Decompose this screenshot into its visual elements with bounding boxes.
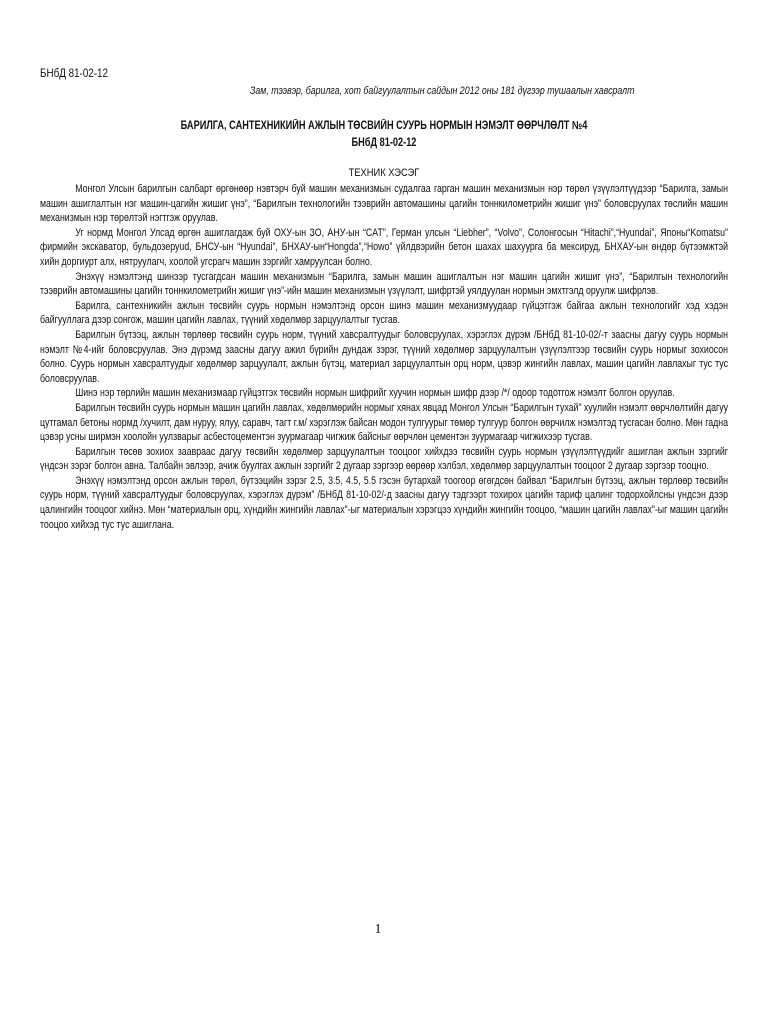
- paragraph: Барилгын төсвийн суурь нормын машин цагийн лавлах, хөдөлмөрийн нормыг хянах явцад Монгол Улсын “Барилгын тухай” хуулийн нэмэлт өөрчлөлтийн дагуу цутгамал бетоны нормд /хучилт, дам нуруу, ялуу, саравч, тагт г.м/ хэрэглэж байсан модон тулгуурыг төмөр тулгуур болгон өөрчилж нэмэлтэд тусгасан болно. Мөн гадна цэвэр усны ширмэн хоолойн уулзварыг асбестоцементэн зуурмагаар чигжиж байсныг өөрчлөн цементэн зуурмагаар чигжихээр тусгав.: [40, 401, 728, 444]
- document-code: БНбД 81-02-12: [40, 66, 108, 80]
- paragraph: Барилга, сантехникийн ажлын төсвийн суурь нормын нэмэлтэнд орсон шинэ машин механизмуудаар гүйцэтгэж байгаа ажлын технологийг хэд хэдэн байгууллага дээр сонгож, машин цагийн лавлах, түүний хөдөлмөр зарцуулалтыг тусгав.: [40, 299, 728, 327]
- title-line-1: БАРИЛГА, САНТЕХНИКИЙН АЖЛЫН ТӨСВИЙН СУУРЬ НОРМЫН НЭМЭЛТ ӨӨРЧЛӨЛТ №4: [180, 120, 588, 132]
- paragraph: Уг нормд Монгол Улсад өргөн ашиглагдаж буй ОХУ-ын ЗО, АНУ-ын “CAT”, Герман улсын “Liebher”, “Volvo”, Солонгосын “Hitachi”,“Hyundai”, Японы“Komatsu” фирмийн экскаватор, бульдозеруud, БНСУ-ын “Hyundai”, БНХАУ-ын“Hongda”,“Howo” үйлдвэрийн бетон шахах шахуурга ба мексируд, БНХАУ-ын өндөр бүтээмжтэй хийн доргиурт алх, нятруулагч, хоолой угсрагч машин зэргийг хамруулсан болно.: [40, 226, 728, 268]
- paragraph: Энэхүү нэмэлтэнд орсон ажлын төрөл, бүтээцийн зэрэг 2.5, 3.5, 4.5, 5.5 гэсэн бутархай тоогоор өгөгдсөн байвал “Барилгын бүтээц, ажлын төрлөөр төсвийн суурь норм, түүний хавсралтуудыг боловсруулах, хэрэглэх дүрэм” /БНбД 81-10-02/-д заасны дагуу тэдгээрт тохирох цагийн тариф цалинг тодорхойлсны үндсэн дээр цалингийн тооцоог хийнэ. Мөн “материалын орц, хүндийн жингийн лавлах”-ыг материалын хэрэгцээ хүндийн жингийн тооцоо, “машин цагийн лавлах”-ыг машин цагийн тооцоо хийхэд тус тус ашиглана.: [40, 474, 728, 531]
- paragraph: Энэхүү нэмэлтэнд шинээр тусгагдсан машин механизмын “Барилга, замын машин ашиглалтын нэг машин цагийн жишиг үнэ”, “Барилгын технологийн тээврийн автомашины цагийн тоннкилометрийн жишиг үнэ”-ийн машин механизмын үзүүлэлт, шифртэй уялдуулан нормын эмхтгэлд оруулж шифрлэв.: [40, 270, 728, 298]
- section-heading: ТЕХНИК ХЭСЭГ: [348, 167, 420, 179]
- paragraph: Барилгын бүтээц, ажлын төрлөөр төсвийн суурь норм, түүний хавсралтуудыг боловсруулах, хэрэглэх дүрэм /БНбД 81-10-02/-т заасны дагуу суурь нормын нэмэлт №4-ийг боловсруулав. Энэ дүрэмд заасны дагуу ажил бүрийн дундаж зэрэг, түүний хөдөлмөр зарцуулалтын үзүүлэлтээр төсвийн суурь нормыг зохиосон болно. Суурь нормын хавсралтуудыг хөдөлмөр зарцуулалт, ажлын бүтэц, материал зарцуулалтын орц норм, цэвэр жингийн лавлах, машин цагийн лавлахыг тус тус боловсруулав.: [40, 328, 728, 385]
- paragraph: Шинэ нэр төрлийн машин механизмаар гүйцэтгэх төсвийн нормын шифрийг хуучин нормын шифр дээр /*/ одоор тодотгож нэмэлт болгон оруулав.: [75, 387, 675, 400]
- page-number: 1: [374, 922, 382, 937]
- body-text: [40, 182, 728, 532]
- document-title: [40, 118, 728, 152]
- paragraph: Монгол Улсын барилгын салбарт өргөнөөр нэвтэрч буй машин механизмын судалгаа гарган машин механизмын нэр төрөл үзүүлэлтүүдээр “Барилга, замын машин ашиглалтын нэг машин-цагийн жишиг үнэ”, “Барилгын технологийн тээврийн автомашины цагийн тоннкилометрийн жишиг үнэ” боловсруулах төслийн машин механизмын нэр төрөлтэй нэгтгэж оруулав.: [40, 183, 728, 225]
- title-line-2: БНбД 81-02-12: [351, 137, 417, 149]
- approval-note: Зам, тээвэр, барилга, хот байгуулалтын сайдын 2012 оны 181 дүгээр тушаалын хавсралт: [250, 85, 635, 97]
- paragraph: Барилгын төсөв зохиох заавраас дагуу төсвийн хөдөлмөр зарцуулалтын тооцоог хийхдээ төсвийн суурь нормын үзүүлэлтүүдийг ашиглан ажлын зэргийг үндсэн зэрэг болгон авна. Талбайн эвлээр, ачиж буулгах ажлын зэргийг 2 дугаар зэргээр өөрөөр хэлбэл, хөдөлмөр зарцуулалтын тооцоог 2 дугаар зэргээр тооцно.: [40, 445, 728, 473]
